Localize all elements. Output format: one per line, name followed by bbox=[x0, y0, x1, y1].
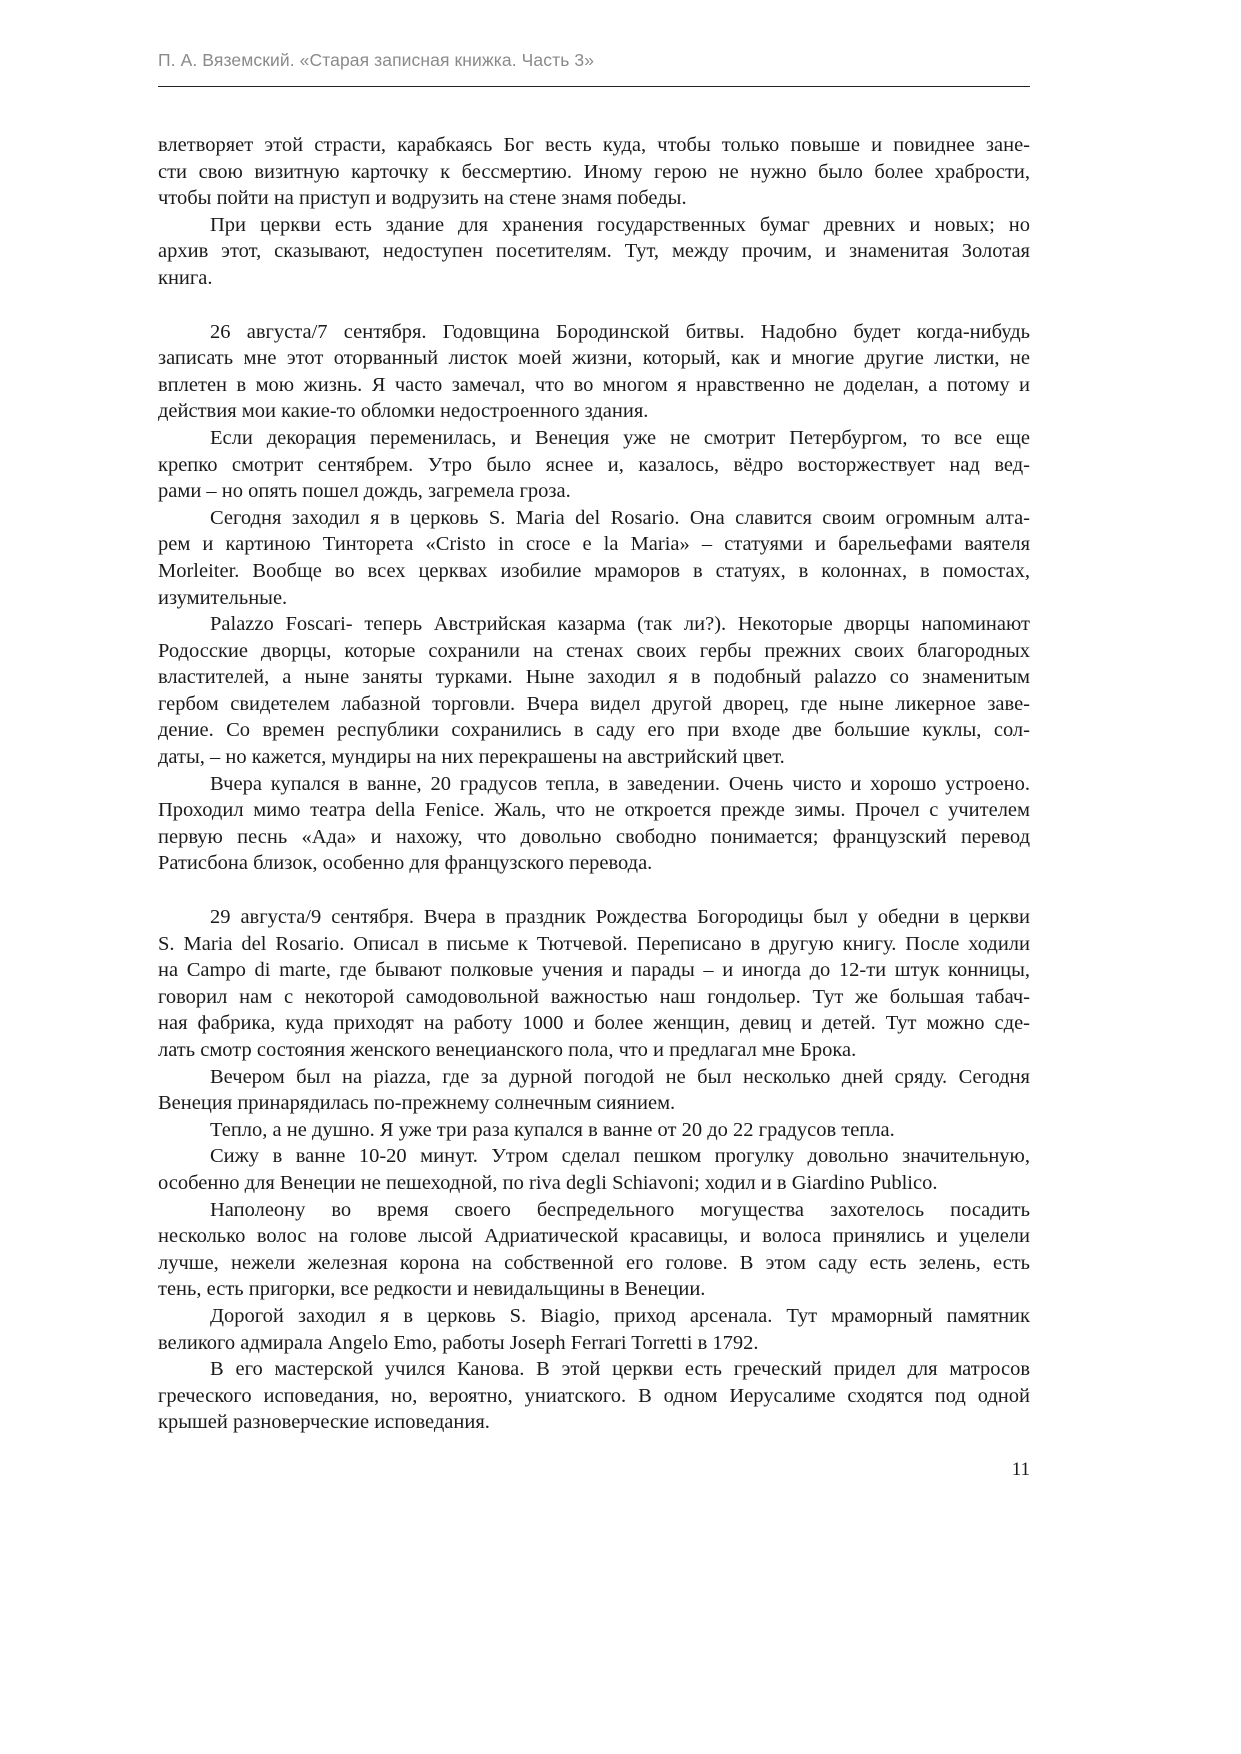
paragraph bbox=[158, 1197, 1030, 1303]
text-line: Сегодня заходил я в церковь S. Maria del Rosario. Она славится своим огромным алта- bbox=[210, 506, 1030, 529]
paragraph bbox=[158, 425, 1030, 505]
text-line: даты, – но кажется, мундиры на них перекрашены на австрийский цвет. bbox=[158, 746, 785, 769]
text-line: 29 августа/9 сентября. Вчера в праздник Рождества Богородицы был у обедни в церкви bbox=[210, 906, 1030, 929]
text-line: Венеция принарядилась по-прежнему солнечным сиянием. bbox=[158, 1092, 676, 1115]
paragraph bbox=[158, 1356, 1030, 1436]
paragraph bbox=[158, 771, 1030, 877]
paragraph bbox=[158, 505, 1030, 611]
text-line: на Campo di marte, где бывают полковые учения и парады – и иногда до 12-ти штук конницы, bbox=[158, 959, 1030, 982]
text-line: S. Maria del Rosario. Описал в письме к Тютчевой. Переписано в другую книгу. После ходили bbox=[158, 932, 1030, 955]
text-line: действия мои какие-то обломки недостроенного здания. bbox=[158, 400, 649, 423]
text-line: рами – но опять пошел дождь, загремела гроза. bbox=[158, 480, 571, 503]
text-line: чтобы пойти на приступ и водрузить на стене знамя победы. bbox=[158, 187, 687, 210]
text-line: крышей разноверческие исповедания. bbox=[158, 1411, 490, 1434]
text-line: записать мне этот оторванный листок моей жизни, который, как и многие другие листки, не bbox=[158, 347, 1030, 370]
text-line: изумительные. bbox=[158, 586, 288, 609]
diary-entry bbox=[158, 904, 1030, 1436]
text-line: Вчера купался в ванне, 20 градусов тепла, в заведении. Очень чисто и хорошо устроено. bbox=[210, 772, 1030, 795]
text-line: лучше, нежели железная корона на собственной его голове. В этом саду есть зелень, есть bbox=[158, 1251, 1030, 1274]
paragraph bbox=[158, 212, 1030, 292]
text-line: крепко смотрит сентябрем. Утро было яснее и, казалось, вёдро восторжествует над вед- bbox=[158, 453, 1030, 476]
text-line: Дорогой заходил я в церковь S. Biagio, приход арсенала. Тут мраморный памятник bbox=[210, 1304, 1030, 1327]
text-line: гербом свидетелем лабазной торговли. Вчера видел другой дворец, где ныне ликерное заве- bbox=[158, 692, 1030, 715]
text-line: книга. bbox=[158, 266, 213, 289]
text-line: властителей, а ныне заняты турками. Ныне заходил я в подобный palazzo со знаменитым bbox=[158, 666, 1030, 689]
text-line: ная фабрика, куда приходят на работу 1000 и более женщин, девиц и детей. Тут можно сде- bbox=[158, 1012, 1030, 1035]
text-line: 26 августа/7 сентября. Годовщина Бородинской битвы. Надобно будет когда-нибудь bbox=[210, 320, 1030, 343]
text-line: Наполеону во время своего беспредельного могущества захотелось посадить bbox=[210, 1198, 1030, 1221]
paragraph bbox=[158, 611, 1030, 771]
diary-entry bbox=[158, 319, 1030, 877]
running-header: П. А. Вяземский. «Старая записная книжка. Часть 3» bbox=[158, 50, 595, 70]
text-line: лать смотр состояния женского венецианского пола, что и предлагал мне Брока. bbox=[158, 1039, 857, 1061]
text-line: Ратисбона близок, особенно для французского перевода. bbox=[158, 852, 653, 875]
text-line: несколько волос на голове лысой Адриатической красавицы, и волоса принялись и уцелели bbox=[158, 1225, 1030, 1248]
paragraph bbox=[158, 904, 1030, 1064]
header-divider bbox=[158, 86, 1030, 87]
text-line: Тепло, а не душно. Я уже три раза купался в ванне от 20 до 22 градусов тепла. bbox=[210, 1118, 895, 1141]
text-line: греческого исповедания, но, вероятно, униатского. В одном Иерусалиме сходятся под одной bbox=[158, 1384, 1030, 1407]
paragraph bbox=[158, 1303, 1030, 1356]
text-line: В его мастерской учился Канова. В этой церкви есть греческий придел для матросов bbox=[210, 1358, 1030, 1381]
diary-entry bbox=[158, 132, 1030, 292]
text-line: вплетен в мою жизнь. Я часто замечал, что во многом я нравственно не доделан, а потому и bbox=[158, 373, 1030, 396]
text-line: сти свою визитную карточку к бессмертию. Иному герою не нужно было более храбрости, bbox=[158, 160, 1030, 183]
paragraph bbox=[158, 132, 1030, 212]
text-line: Palazzo Foscari- теперь Австрийская казарма (так ли?). Некоторые дворцы напоминают bbox=[210, 613, 1030, 636]
paragraph bbox=[158, 1064, 1030, 1117]
text-line: Родосские дворцы, которые сохранили на стенах своих гербы прежних своих благородных bbox=[158, 639, 1030, 662]
text-line: особенно для Венеции не пешеходной, по riva degli Schiavoni; ходил и в Giardino Publico. bbox=[158, 1171, 938, 1194]
text-line: Вечером был на piazza, где за дурной погодой не был несколько дней сряду. Сегодня bbox=[210, 1065, 1030, 1088]
text-line: рем и картиною Тинторета «Cristo in croce e la Maria» – статуями и барельефами ваятеля bbox=[158, 533, 1030, 556]
text-line: говорил нам с некоторой самодовольной важностью наш гондольер. Тут же большая табач- bbox=[158, 985, 1030, 1008]
text-line: первую песнь «Ада» и нахожу, что довольно свободно понимается; французский перевод bbox=[158, 825, 1030, 848]
text-line: При церкви есть здание для хранения государственных бумаг древних и новых; но bbox=[210, 213, 1030, 236]
text-line: Проходил мимо театра della Fenice. Жаль, что не откроется прежде зимы. Прочел с учителем bbox=[158, 799, 1030, 822]
text-line: архив этот, сказывают, недоступен посетителям. Тут, между прочим, и знаменитая Золотая bbox=[158, 240, 1030, 263]
text-line: тень, есть пригорки, все редкости и невидальщины в Венеции. bbox=[158, 1278, 706, 1301]
paragraph bbox=[158, 1143, 1030, 1196]
text-line: влетворяет этой страсти, карабкаясь Бог весть куда, чтобы только повыше и повиднее зане- bbox=[158, 134, 1030, 156]
page-body bbox=[158, 132, 1030, 1463]
paragraph bbox=[158, 1117, 1030, 1144]
text-line: дение. Со времен республики сохранились в саду его при входе две большие куклы, сол- bbox=[158, 719, 1030, 742]
text-line: Сижу в ванне 10-20 минут. Утром сделал пешком прогулку довольно значительную, bbox=[210, 1145, 1030, 1168]
text-line: Morleiter. Вообще во всех церквах изобилие мраморов в статуях, в колоннах, в помостах, bbox=[158, 559, 1030, 582]
text-line: Если декорация переменилась, и Венеция уже не смотрит Петербургом, то все еще bbox=[210, 426, 1030, 449]
paragraph bbox=[158, 319, 1030, 425]
page-number: 11 bbox=[1011, 1459, 1030, 1480]
text-line: великого адмирала Angelo Emo, работы Joseph Ferrari Torretti в 1792. bbox=[158, 1331, 759, 1354]
